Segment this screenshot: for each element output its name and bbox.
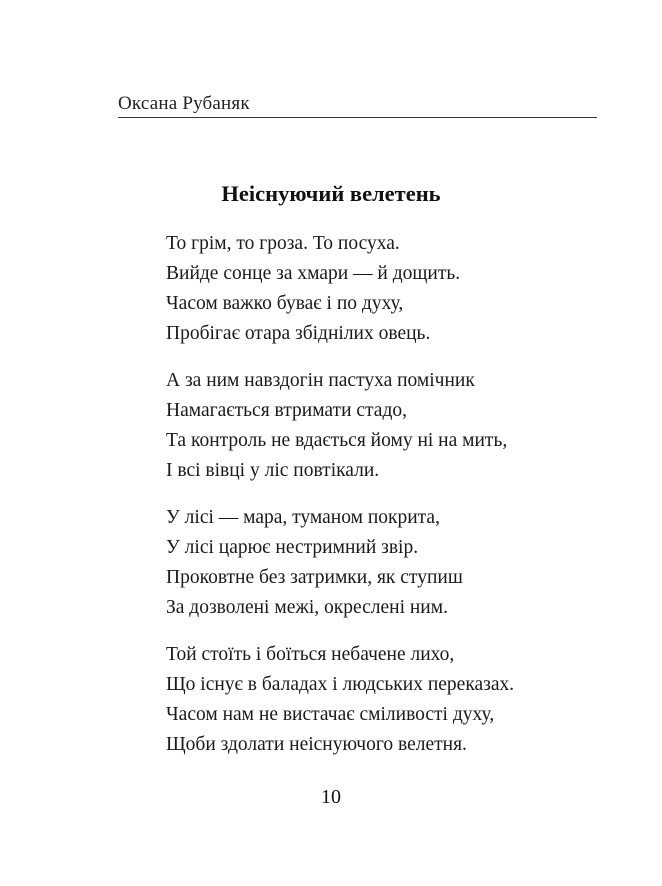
poem-title: Неіснуючий велетень — [221, 181, 441, 206]
poem-line: У лісі царює нестримний звір. — [166, 537, 419, 558]
stanza-2 — [166, 366, 626, 486]
header-rule — [118, 117, 597, 118]
poem-line: Та контроль не вдається йому ні на мить, — [166, 430, 508, 451]
poem-line: Щоби здолати неіснуючого велетня. — [166, 734, 467, 755]
poem-line: Часом нам не вистачає сміливості духу, — [166, 704, 495, 725]
poem-line: Вийде сонце за хмари — й дощить. — [166, 263, 461, 284]
running-head-author: Оксана Рубаняк — [118, 93, 250, 114]
poem-line: Той стоїть і боїться небачене лихо, — [166, 644, 455, 665]
poem-line: Пробігає отара збіднілих овець. — [166, 323, 431, 344]
stanza-1 — [166, 229, 626, 349]
poem-body — [166, 229, 626, 777]
poem-line: За дозволені межі, окреслені ним. — [166, 597, 448, 618]
poem-line: Часом важко буває і по духу, — [166, 293, 404, 314]
stanza-4 — [166, 640, 626, 760]
poem-line: А за ним навздогін пастуха помічник — [166, 370, 475, 391]
poem-line: У лісі — мара, туманом покрита, — [166, 507, 440, 528]
poem-line: То грім, то гроза. То посуха. — [166, 233, 400, 254]
stanza-3 — [166, 503, 626, 623]
poem-line: Проковтне без затримки, як ступиш — [166, 567, 463, 588]
poem-line: Що існує в баладах і людських переказах. — [166, 674, 515, 695]
poem-line: Намагається втримати стадо, — [166, 400, 408, 421]
poem-line: І всі вівці у ліс повтікали. — [166, 460, 380, 481]
page-number: 10 — [321, 786, 341, 808]
